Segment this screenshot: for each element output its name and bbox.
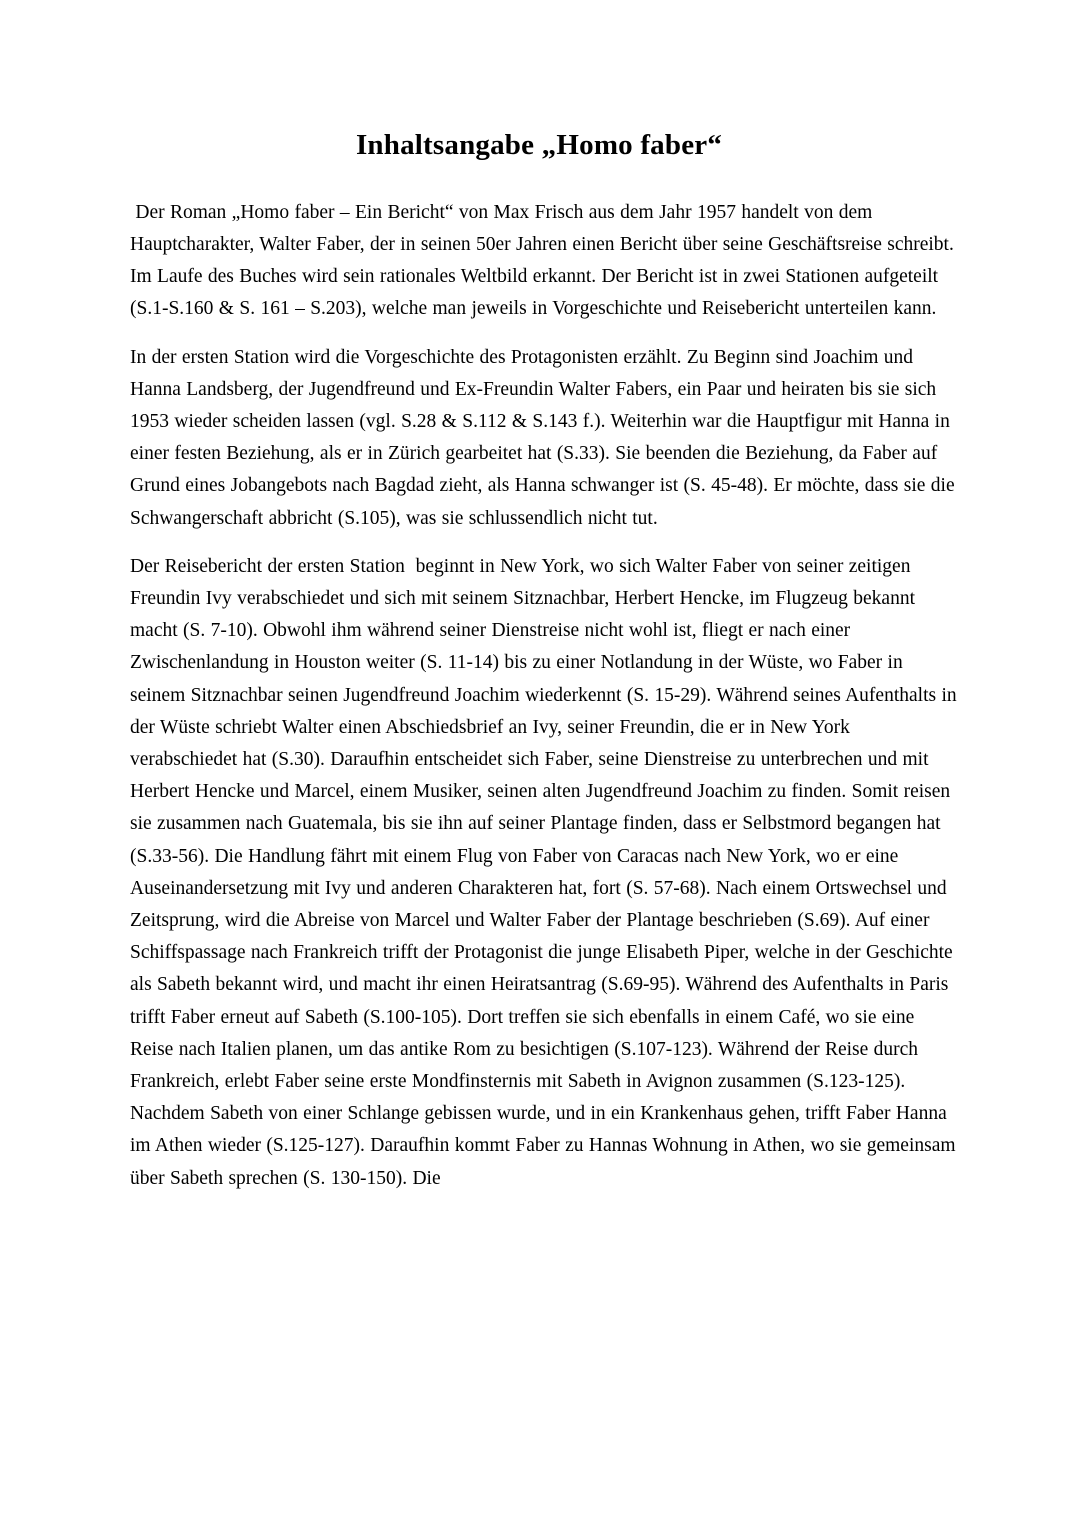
document-title: Inhaltsangabe „Homo faber“	[355, 129, 723, 161]
paragraph-reisebericht: Der Reisebericht der ersten Station beginnt in New York, wo sich Walter Faber von seiner zeitigen Freundin Ivy verabschiedet und sich mit seinem Sitznachbar, Herbert Hencke, im Flugzeug bekannt macht (S. 7-10). Obwohl ihm während seiner Dienstreise nicht wohl ist, fliegt er nach einer Zwischenlandung in Houston weiter (S. 11-14) bis zu einer Notlandung in der Wüste, wo Faber in seinem Sitznachbar seinen Jugendfreund Joachim wiederkennt (S. 15-29). Während seines Aufenthalts in der Wüste schriebt Walter einen Abschiedsbrief an Ivy, seiner Freundin, die er in New York verabschiedet hat (S.30). Daraufhin entscheidet sich Faber, seine Dienstreise zu unterbrechen und mit Herbert Hencke und Marcel, einem Musiker, seinen alten Jugendfreund Joachim zu finden. Somit reisen sie zusammen nach Guatemala, bis sie ihn auf seiner Plantage finden, dass er Selbstmord begangen hat (S.33-56). Die Handlung fährt mit einem Flug von Faber von Caracas nach New York, wo er eine Auseinandersetzung mit Ivy und anderen Charakteren hat, fort (S. 57-68). Nach einem Ortswechsel und Zeitsprung, wird die Abreise von Marcel und Walter Faber der Plantage beschrieben (S.69). Auf einer Schiffspassage nach Frankreich trifft der Protagonist die junge Elisabeth Piper, welche in der Geschichte als Sabeth bekannt wird, und macht ihr einen Heiratsantrag (S.69-95). Während des Aufenthalts in Paris trifft Faber erneut auf Sabeth (S.100-105). Dort treffen sie sich ebenfalls in einem Café, wo sie eine Reise nach Italien planen, um das antike Rom zu besichtigen (S.107-123). Während der Reise durch Frankreich, erlebt Faber seine erste Mondfinsternis mit Sabeth in Avignon zusammen (S.123-125). Nachdem Sabeth von einer Schlange gebissen wurde, und in ein Krankenhaus gehen, trifft Faber Hanna im Athen wieder (S.125-127). Daraufhin kommt Faber zu Hannas Wohnung in Athen, wo sie gemeinsam über Sabeth sprechen (S. 130-150). Die	[130, 555, 962, 1189]
paragraph-vorgeschichte: In der ersten Station wird die Vorgeschichte des Protagonisten erzählt. Zu Beginn sind Joachim und Hanna Landsberg, der Jugendfreund und Ex-Freundin Walter Fabers, ein Paar und heiraten bis sie sich 1953 wieder scheiden lassen (vgl. S.28 & S.112 & S.143 f.). Weiterhin war die Hauptfigur mit Hanna in einer festen Beziehung, als er in Zürich gearbeitet hat (S.33). Sie beenden die Beziehung, da Faber auf Grund eines Jobangebots nach Bagdad zieht, als Hanna schwanger ist (S. 45-48). Er möchte, dass sie die Schwangerschaft abbricht (S.105), was sie schlussendlich nicht tut.	[130, 346, 960, 529]
paragraph-introduction: Der Roman „Homo faber – Ein Bericht“ von Max Frisch aus dem Jahr 1957 handelt von dem Hauptcharakter, Walter Faber, der in seinen 50er Jahren einen Bericht über seine Geschäftsreise schreibt. Im Laufe des Buches wird sein rationales Weltbild erkannt. Der Bericht ist in zwei Stationen aufgeteilt (S.1-S.160 & S. 161 – S.203), welche man jeweils in Vorgeschichte und Reisebericht unterteilen kann.	[130, 201, 960, 320]
